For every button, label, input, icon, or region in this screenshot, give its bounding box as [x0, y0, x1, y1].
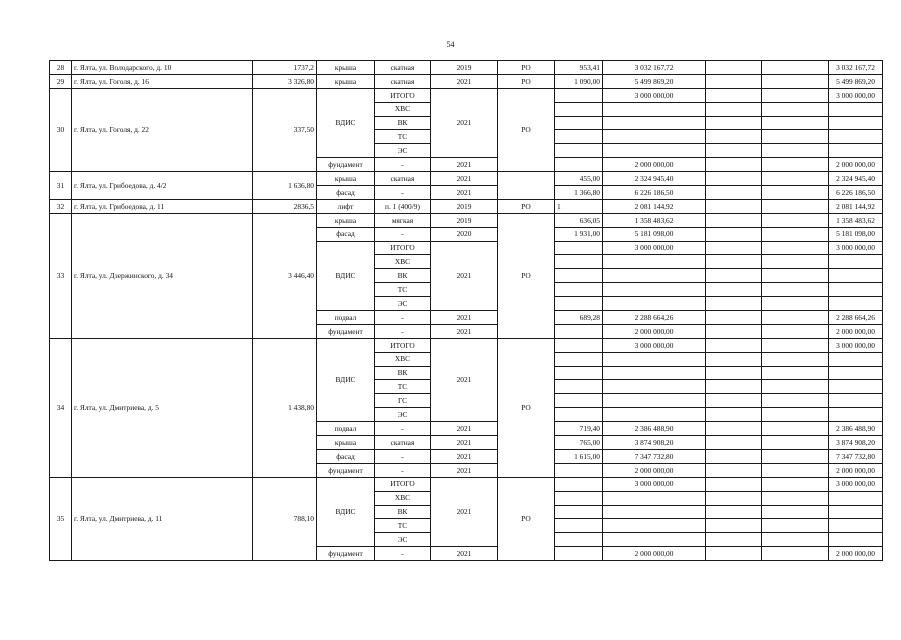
table-cell: ХВС — [375, 255, 431, 269]
table-cell: 1 — [555, 199, 603, 213]
table-cell: 7 347 732,80 — [603, 449, 706, 463]
table-cell — [706, 408, 762, 422]
table-cell: 1 090,00 — [555, 74, 603, 88]
table-cell — [706, 505, 762, 519]
table-cell — [762, 74, 829, 88]
table-cell — [706, 116, 762, 130]
table-cell — [603, 352, 706, 366]
table-cell — [762, 186, 829, 200]
table-cell: ГС — [375, 394, 431, 408]
table-cell: ХВС — [375, 491, 431, 505]
table-cell — [706, 366, 762, 380]
table-cell: 2021 — [431, 172, 498, 186]
table-cell: крыша — [317, 213, 375, 227]
table-cell: 2 000 000,00 — [829, 324, 883, 338]
table-cell — [603, 408, 706, 422]
table-cell — [555, 338, 603, 352]
table-cell: 2019 — [431, 213, 498, 227]
table-cell: 2021 — [431, 449, 498, 463]
table-cell: 1 636,80 — [253, 172, 317, 200]
table-cell — [603, 116, 706, 130]
table-cell: ВДИС — [317, 88, 375, 157]
table-cell — [762, 102, 829, 116]
table-cell — [706, 533, 762, 547]
table-cell — [762, 463, 829, 477]
table-cell — [762, 366, 829, 380]
table-cell: 2021 — [431, 436, 498, 450]
table-cell — [555, 255, 603, 269]
table-cell: - — [375, 422, 431, 436]
table-cell: - — [375, 186, 431, 200]
table-cell: РО — [498, 88, 555, 171]
table-cell — [706, 297, 762, 311]
table-cell — [829, 102, 883, 116]
table-cell: 689,28 — [555, 311, 603, 325]
table-cell — [555, 116, 603, 130]
table-cell — [555, 144, 603, 158]
table-cell: 33 — [50, 213, 72, 338]
table-cell — [603, 366, 706, 380]
table-cell: - — [375, 449, 431, 463]
table-cell — [762, 269, 829, 283]
table-cell: 1 615,00 — [555, 449, 603, 463]
table-cell — [829, 255, 883, 269]
table-cell: 2 000 000,00 — [603, 547, 706, 561]
table-cell: ВК — [375, 366, 431, 380]
table-cell — [706, 338, 762, 352]
table-cell — [706, 463, 762, 477]
table-cell: крыша — [317, 74, 375, 88]
table-cell: - — [375, 547, 431, 561]
table-cell — [555, 519, 603, 533]
table-cell: РО — [498, 74, 555, 88]
table-cell: 7 347 732,80 — [829, 449, 883, 463]
table-cell: подвал — [317, 422, 375, 436]
table-cell: 3 000 000,00 — [603, 241, 706, 255]
table-cell — [706, 255, 762, 269]
table-cell: фундамент — [317, 547, 375, 561]
table-cell: скатная — [375, 436, 431, 450]
table-cell: - — [375, 227, 431, 241]
table-cell: 1 931,00 — [555, 227, 603, 241]
table-cell: 2 324 945,40 — [829, 172, 883, 186]
table-cell — [762, 449, 829, 463]
table-cell: ИТОГО — [375, 477, 431, 491]
table-cell — [555, 102, 603, 116]
table-cell — [555, 324, 603, 338]
table-cell — [762, 352, 829, 366]
table-cell — [706, 324, 762, 338]
table-cell — [762, 394, 829, 408]
table-cell: мягкая — [375, 213, 431, 227]
table-cell — [555, 505, 603, 519]
table-cell: 2021 — [431, 186, 498, 200]
table-cell: 2021 — [431, 463, 498, 477]
table-cell: РО — [498, 213, 555, 338]
table-cell: ВК — [375, 116, 431, 130]
table-cell — [829, 366, 883, 380]
table-cell: крыша — [317, 436, 375, 450]
table-cell: 2 288 664,26 — [603, 311, 706, 325]
table-cell: 1 438,80 — [253, 338, 317, 477]
table-cell — [603, 144, 706, 158]
table-cell: ТС — [375, 130, 431, 144]
table-cell: 1 358 483,62 — [829, 213, 883, 227]
table-cell: 1 366,80 — [555, 186, 603, 200]
repair-schedule-table — [49, 60, 883, 561]
table-cell — [555, 547, 603, 561]
table-cell — [762, 491, 829, 505]
table-cell: 6 226 186,50 — [603, 186, 706, 200]
table-cell — [829, 505, 883, 519]
table-cell — [706, 88, 762, 102]
table-cell — [829, 352, 883, 366]
table-cell: ЭС — [375, 533, 431, 547]
table-cell — [829, 533, 883, 547]
table-cell — [555, 241, 603, 255]
table-cell: 2021 — [431, 422, 498, 436]
table-cell: 5 499 869,20 — [829, 74, 883, 88]
table-cell: лифт — [317, 199, 375, 213]
table-cell: крыша — [317, 61, 375, 75]
table-cell — [762, 547, 829, 561]
table-cell: 2021 — [431, 324, 498, 338]
table-cell — [706, 172, 762, 186]
table-cell: ТС — [375, 519, 431, 533]
table-cell — [762, 477, 829, 491]
table-cell: - — [375, 158, 431, 172]
table-cell: ЭС — [375, 144, 431, 158]
table-cell — [762, 324, 829, 338]
table-cell: 35 — [50, 477, 72, 560]
table-cell — [706, 491, 762, 505]
table-cell: 3 000 000,00 — [829, 88, 883, 102]
table-cell: фундамент — [317, 324, 375, 338]
table-cell: 2021 — [431, 547, 498, 561]
table-cell: 3 000 000,00 — [829, 241, 883, 255]
table-cell — [555, 408, 603, 422]
table-cell: ВК — [375, 505, 431, 519]
table-cell — [762, 241, 829, 255]
table-cell: 3 326,80 — [253, 74, 317, 88]
table-cell: 2021 — [431, 74, 498, 88]
table-cell: 2021 — [431, 241, 498, 310]
table-cell — [762, 213, 829, 227]
table-cell — [706, 241, 762, 255]
table-cell: скатная — [375, 172, 431, 186]
table-cell — [762, 255, 829, 269]
table-cell: 2021 — [431, 338, 498, 421]
table-cell: фасад — [317, 227, 375, 241]
table-cell — [762, 311, 829, 325]
table-cell: РО — [498, 477, 555, 560]
table-cell — [706, 144, 762, 158]
table-cell — [555, 352, 603, 366]
table-cell: ВК — [375, 269, 431, 283]
table-cell — [762, 144, 829, 158]
table-cell — [706, 227, 762, 241]
table-cell: г. Ялта, ул. Грибоедова, д. 4/2 — [72, 172, 253, 200]
table-cell — [603, 533, 706, 547]
table-cell — [706, 199, 762, 213]
table-cell — [706, 158, 762, 172]
table-cell: 3 000 000,00 — [829, 477, 883, 491]
table-cell — [829, 144, 883, 158]
table-cell — [555, 533, 603, 547]
table-cell: 3 000 000,00 — [603, 338, 706, 352]
table-cell — [603, 102, 706, 116]
table-cell: 3 874 908,20 — [829, 436, 883, 450]
table-cell — [762, 172, 829, 186]
table-cell — [706, 186, 762, 200]
table-cell — [555, 297, 603, 311]
table-cell: ЭС — [375, 408, 431, 422]
table-cell — [555, 158, 603, 172]
table-cell — [829, 297, 883, 311]
table-cell: г. Ялта, ул. Грибоедова, д. 11 — [72, 199, 253, 213]
table-cell: 2 000 000,00 — [829, 158, 883, 172]
table-cell: скатная — [375, 74, 431, 88]
table-cell: - — [375, 311, 431, 325]
table-cell: 788,10 — [253, 477, 317, 560]
table-cell — [762, 61, 829, 75]
table-cell: 2021 — [431, 88, 498, 157]
table-row — [50, 477, 883, 491]
table-cell: 6 226 186,50 — [829, 186, 883, 200]
table-cell — [762, 199, 829, 213]
table-cell — [603, 255, 706, 269]
table-cell — [603, 491, 706, 505]
table-cell: ТС — [375, 380, 431, 394]
table-cell: скатная — [375, 61, 431, 75]
table-cell — [706, 102, 762, 116]
table-cell: ИТОГО — [375, 88, 431, 102]
table-cell: 3 874 908,20 — [603, 436, 706, 450]
table-cell — [829, 380, 883, 394]
table-cell: 2 288 664,26 — [829, 311, 883, 325]
table-cell: 3 000 000,00 — [603, 477, 706, 491]
table-cell: 2021 — [431, 477, 498, 546]
table-cell: г. Ялта, ул. Дзержинского, д. 34 — [72, 213, 253, 338]
table-cell — [762, 505, 829, 519]
table-cell — [829, 394, 883, 408]
table-cell — [706, 74, 762, 88]
table-cell — [762, 533, 829, 547]
table-row — [50, 172, 883, 186]
table-cell: 3 032 167,72 — [829, 61, 883, 75]
table-cell: фундамент — [317, 463, 375, 477]
table-cell — [706, 61, 762, 75]
table-cell: 2 081 144,92 — [603, 199, 706, 213]
table-cell — [555, 130, 603, 144]
table-cell: - — [375, 463, 431, 477]
table-cell: 765,00 — [555, 436, 603, 450]
table-cell: г. Ялта, ул. Дмитриева, д. 11 — [72, 477, 253, 560]
table-cell: 719,40 — [555, 422, 603, 436]
table-cell: ЭС — [375, 297, 431, 311]
table-cell — [762, 436, 829, 450]
table-cell: ХВС — [375, 352, 431, 366]
page-number: 54 — [446, 40, 455, 49]
table-row — [50, 199, 883, 213]
table-cell: 2020 — [431, 227, 498, 241]
table-cell: фасад — [317, 186, 375, 200]
table-cell — [603, 394, 706, 408]
table-cell: фундамент — [317, 158, 375, 172]
table-cell: 2021 — [431, 158, 498, 172]
table-cell: 28 — [50, 61, 72, 75]
table-cell — [706, 311, 762, 325]
table-cell: 2 081 144,92 — [829, 199, 883, 213]
table-cell: крыша — [317, 172, 375, 186]
table-cell — [706, 380, 762, 394]
table-cell — [706, 283, 762, 297]
table-cell — [555, 269, 603, 283]
table-cell — [762, 158, 829, 172]
table-cell — [706, 547, 762, 561]
table-cell — [603, 269, 706, 283]
table-cell — [829, 130, 883, 144]
table-cell: 5 181 098,00 — [603, 227, 706, 241]
table-cell: 2 324 945,40 — [603, 172, 706, 186]
table-row — [50, 88, 883, 102]
table-cell — [762, 116, 829, 130]
table-row — [50, 338, 883, 352]
table-row — [50, 74, 883, 88]
table-cell: ИТОГО — [375, 338, 431, 352]
table-cell — [555, 380, 603, 394]
table-cell: РО — [498, 199, 555, 213]
table-cell: 2 386 488,90 — [829, 422, 883, 436]
table-cell: г. Ялта, ул. Володарского, д. 10 — [72, 61, 253, 75]
table-cell — [762, 297, 829, 311]
table-cell: ВДИС — [317, 338, 375, 421]
table-cell: 2 000 000,00 — [603, 463, 706, 477]
table-cell: ХВС — [375, 102, 431, 116]
table-cell — [762, 227, 829, 241]
table-cell — [762, 338, 829, 352]
table-cell: 2019 — [431, 61, 498, 75]
table-cell: ВДИС — [317, 477, 375, 546]
table-cell — [706, 269, 762, 283]
table-cell — [706, 519, 762, 533]
table-cell: 3 000 000,00 — [603, 88, 706, 102]
table-cell — [829, 269, 883, 283]
table-cell: ВДИС — [317, 241, 375, 310]
table-cell — [706, 449, 762, 463]
table-cell: г. Ялта, ул. Гоголя, д. 22 — [72, 88, 253, 171]
table-cell: 34 — [50, 338, 72, 477]
table-cell: 5 499 869,20 — [603, 74, 706, 88]
table-cell — [762, 408, 829, 422]
table-row — [50, 61, 883, 75]
table-cell: 2 000 000,00 — [829, 547, 883, 561]
table-cell — [706, 130, 762, 144]
table-cell — [706, 352, 762, 366]
table-cell: 2 000 000,00 — [829, 463, 883, 477]
table-cell: 953,41 — [555, 61, 603, 75]
table-cell: - — [375, 324, 431, 338]
table-cell: 2 000 000,00 — [603, 158, 706, 172]
table-cell: г. Ялта, ул. Дмитриева, д. 5 — [72, 338, 253, 477]
table-cell — [603, 380, 706, 394]
table-cell: 337,50 — [253, 88, 317, 171]
table-cell: 32 — [50, 199, 72, 213]
table-cell: 3 032 167,72 — [603, 61, 706, 75]
table-cell — [555, 477, 603, 491]
table-cell — [829, 408, 883, 422]
table-cell: фасад — [317, 449, 375, 463]
table-cell — [603, 505, 706, 519]
table-cell — [555, 366, 603, 380]
table-cell — [555, 88, 603, 102]
table-cell: РО — [498, 61, 555, 75]
table-cell: 1 358 483,62 — [603, 213, 706, 227]
table-cell: 30 — [50, 88, 72, 171]
table-cell — [603, 283, 706, 297]
table-cell — [706, 213, 762, 227]
table-cell — [762, 130, 829, 144]
table-cell — [498, 172, 555, 200]
table-cell — [762, 283, 829, 297]
table-cell: 3 000 000,00 — [829, 338, 883, 352]
table-cell — [555, 463, 603, 477]
table-cell — [603, 519, 706, 533]
table-cell — [829, 283, 883, 297]
table-cell — [603, 130, 706, 144]
table-cell: 455,00 — [555, 172, 603, 186]
table-cell — [555, 491, 603, 505]
table-cell: 636,05 — [555, 213, 603, 227]
table-cell: 5 181 098,00 — [829, 227, 883, 241]
table-cell — [762, 519, 829, 533]
table-cell: подвал — [317, 311, 375, 325]
table-cell: РО — [498, 338, 555, 477]
table-cell: ТС — [375, 283, 431, 297]
table-cell: п. 1 (400/9) — [375, 199, 431, 213]
table-cell — [706, 436, 762, 450]
table-cell: 2 386 488,90 — [603, 422, 706, 436]
table-cell — [762, 380, 829, 394]
table-cell — [555, 394, 603, 408]
table-row — [50, 213, 883, 227]
table-cell: 2019 — [431, 199, 498, 213]
table-body — [50, 61, 883, 561]
table-cell — [829, 116, 883, 130]
table-cell — [762, 88, 829, 102]
table-cell: 29 — [50, 74, 72, 88]
table-cell: ИТОГО — [375, 241, 431, 255]
table-cell — [555, 283, 603, 297]
table-cell: 2021 — [431, 311, 498, 325]
table-cell: 31 — [50, 172, 72, 200]
table-cell — [706, 422, 762, 436]
table-cell — [706, 394, 762, 408]
table-cell — [762, 422, 829, 436]
table-cell — [603, 297, 706, 311]
table-cell: 2 000 000,00 — [603, 324, 706, 338]
table-cell: 3 446,40 — [253, 213, 317, 338]
table-cell: г. Ялта, ул. Гоголя, д. 16 — [72, 74, 253, 88]
table-cell: 1737,2 — [253, 61, 317, 75]
table-cell — [829, 491, 883, 505]
table-cell: 2836,5 — [253, 199, 317, 213]
table-cell — [706, 477, 762, 491]
table-cell — [829, 519, 883, 533]
